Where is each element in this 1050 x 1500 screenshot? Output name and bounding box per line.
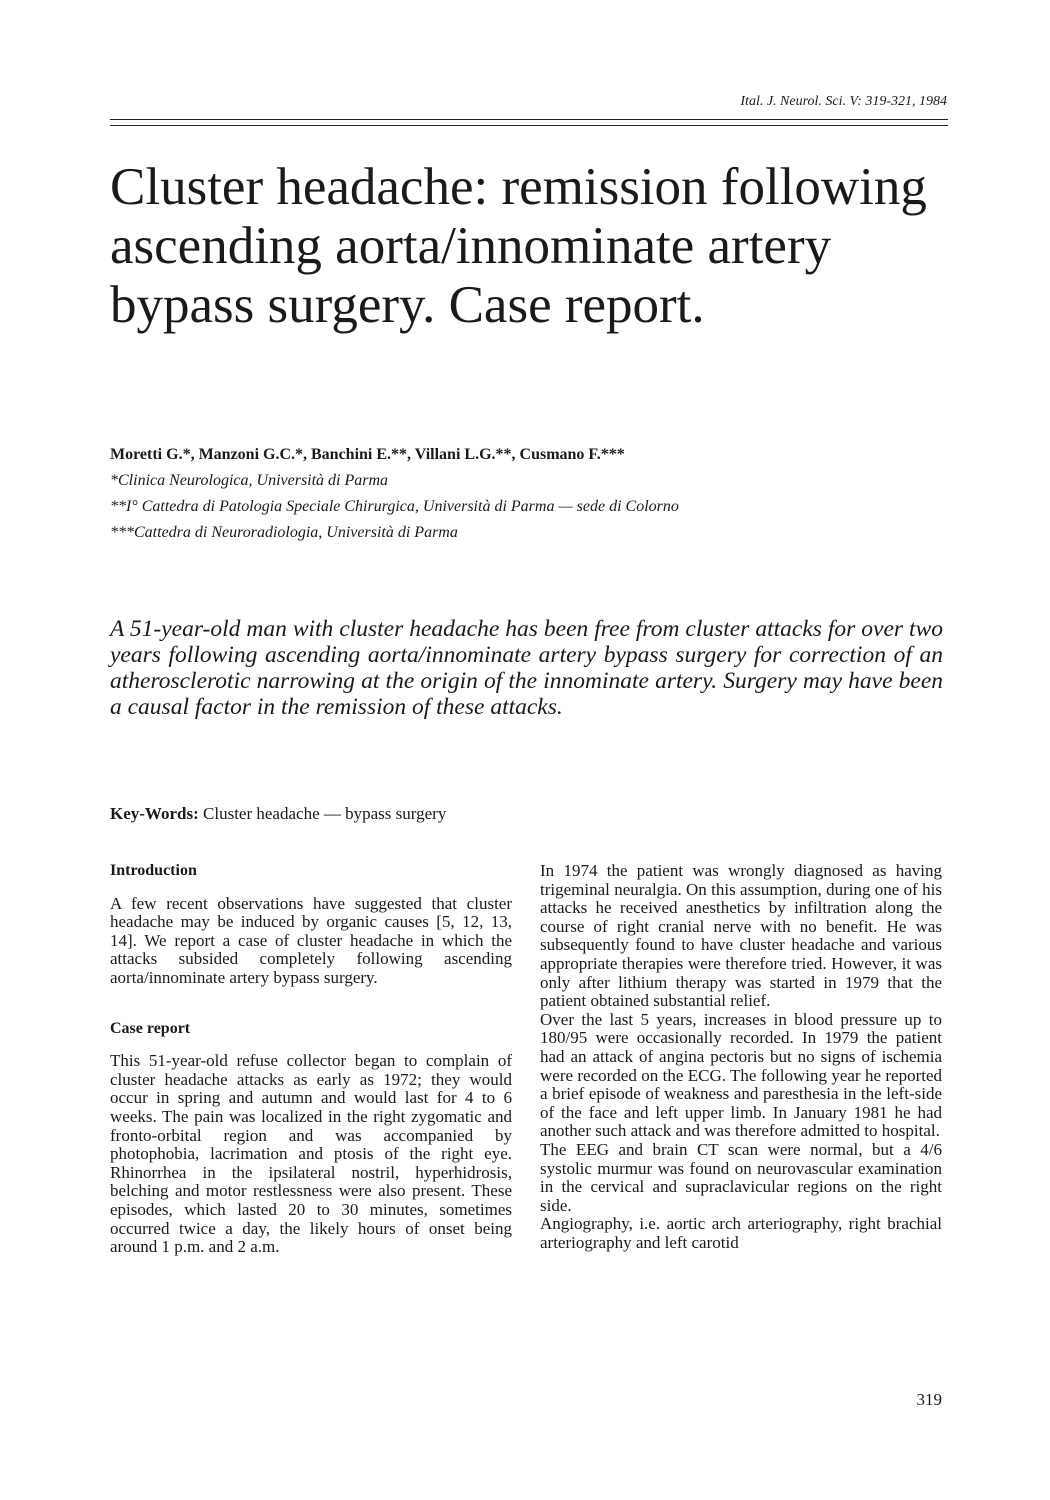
header-rule-top [110,119,948,120]
abstract: A 51-year-old man with cluster headache has been free from cluster attacks for over two years following ascending aorta/innominate artery bypass surgery for correction of an atherosclerotic narrowing at the origin of the innominate artery. Surgery may have been a causal factor in the remission of these attacks. [110,616,943,720]
paragraph: Angiography, i.e. aortic arch arteriography, right brachial arteriography and left carotid [540,1214,942,1252]
journal-citation: Ital. J. Neurol. Sci. V: 319-321, 1984 [740,94,947,109]
left-column [110,862,512,1257]
author-list: Moretti G.*, Manzoni G.C.*, Banchini E.**, Villani L.G.**, Cusmano F.*** [110,446,625,463]
page-number: 319 [916,1390,942,1409]
affiliation-2: **I° Cattedra di Patologia Speciale Chirurgica, Università di Parma — sede di Colorno [110,498,679,515]
affiliation-3: ***Cattedra di Neuroradiologia, Università di Parma [110,524,458,541]
introduction-text: A few recent observations have suggested that cluster headache may be induced by organic causes [5, 12, 13, 14]. We report a case of cluster headache in which the attacks subsided completely following ascending aorta/innominate artery bypass surgery. [110,893,512,987]
article-title: Cluster headache: remission following ascending aorta/innominate artery bypass surgery. Case report. [110,158,927,334]
affiliation-1: *Clinica Neurologica, Università di Parma [110,472,389,489]
paragraph: The EEG and brain CT scan were normal, but a 4/6 systolic murmur was found on neurovascular examination in the cervical and supraclavicular regions on the right side. [540,1139,942,1215]
keywords-label: Key-Words: [110,804,199,823]
introduction-heading: Introduction [110,862,197,879]
case-report-text: This 51-year-old refuse collector began to complain of cluster headache attacks as early as 1972; they would occur in spring and autumn and would last for 4 to 6 weeks. The pain was localized in the right zygomatic and fronto-orbital region and was accompanied by photophobia, lacrimation and ptosis of the right eye. Rhinorrhea in the ipsilateral nostril, hyperhidrosis, belching and motor restlessness were also present. These episodes, which lasted 20 to 30 minutes, sometimes occurred twice a day, the likely hours of onset being around 1 p.m. and 2 a.m. [110,1051,512,1257]
header-rule-bottom [110,125,948,126]
keywords-text: Cluster headache — bypass surgery [203,804,447,823]
keywords [110,804,446,824]
right-column [540,862,942,1252]
paragraph: Over the last 5 years, increases in blood pressure up to 180/95 were occasionally recorded. In 1979 the patient had an attack of angina pectoris but no signs of ischemia were recorded on the ECG. The following year he reported a brief episode of weakness and paresthesia in the left-side of the face and left upper limb. In January 1981 he had another such attack and was therefore admitted to hospital. [540,1009,942,1141]
case-report-heading: Case report [110,1019,191,1037]
paragraph: In 1974 the patient was wrongly diagnosed as having trigeminal neuralgia. On this assumption, during one of his attacks he received anesthetics by infiltration along the course of right cranial nerve with no benefit. He was subsequently found to have cluster headache and various appropriate therapies were therefore tried. However, it was only after lithium therapy was started in 1979 that the patient obtained substantial relief. [540,861,942,1011]
